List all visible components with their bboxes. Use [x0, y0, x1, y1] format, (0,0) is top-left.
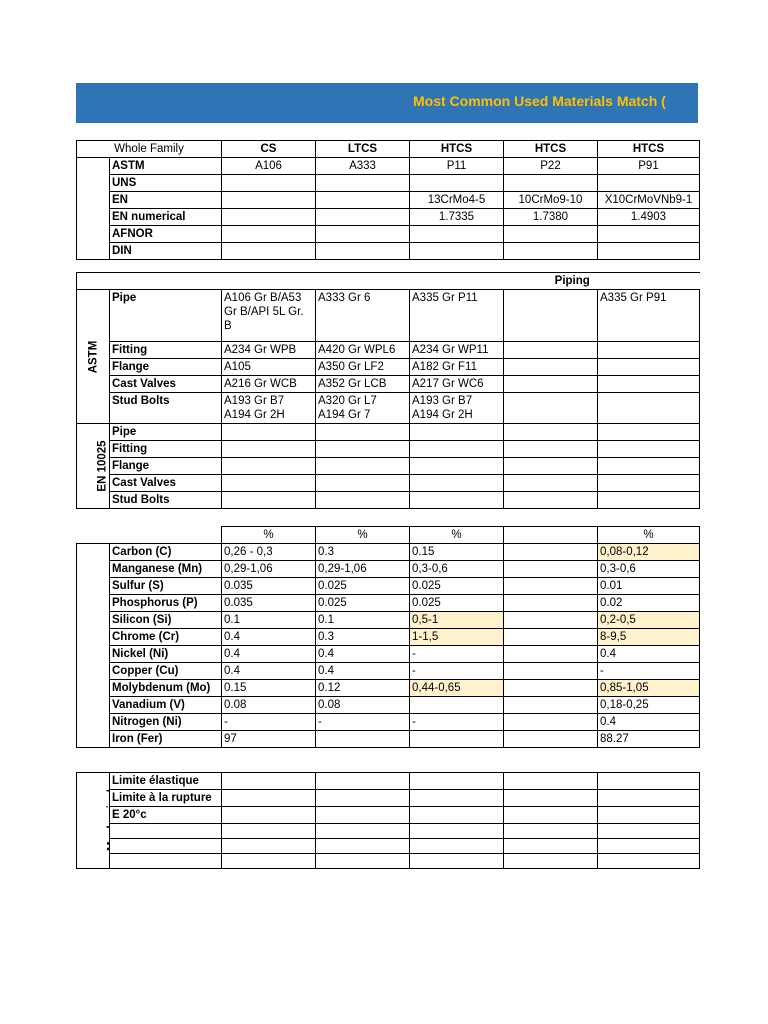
table-cell [222, 475, 316, 492]
family-htcs-p22: HTCS [504, 141, 598, 158]
table-cell: A333 [316, 158, 410, 175]
row-label: Chrome (Cr) [110, 629, 222, 646]
row-label [110, 854, 222, 869]
table-row [77, 376, 700, 393]
table-cell: 0.4 [222, 629, 316, 646]
table-row [77, 424, 700, 441]
table-cell [410, 458, 504, 475]
row-label: Manganese (Mn) [110, 561, 222, 578]
table-cell [504, 561, 598, 578]
table-cell [598, 492, 700, 509]
table-cell [504, 807, 598, 824]
table-cell: 1.7335 [410, 209, 504, 226]
table-cell [316, 790, 410, 807]
table-row [77, 839, 700, 854]
table-cell: A234 Gr WP11 [410, 342, 504, 359]
table-cell: X10CrMoVNb9-1 [598, 192, 700, 209]
table-row [77, 790, 700, 807]
unit-cell [504, 527, 598, 544]
table-cell: A182 Gr F11 [410, 359, 504, 376]
table-cell [598, 441, 700, 458]
table-cell: 0,44-0,65 [410, 680, 504, 697]
table-row [77, 290, 700, 342]
en-10025-group [77, 424, 110, 509]
table-cell: A234 Gr WPB [222, 342, 316, 359]
row-label: Iron (Fer) [110, 731, 222, 748]
table-cell: 0.1 [222, 612, 316, 629]
table-cell: 0.025 [316, 578, 410, 595]
table-cell: - [598, 663, 700, 680]
table-row [77, 824, 700, 839]
table-cell: 0.025 [410, 578, 504, 595]
group-label-line: Mechanical [106, 789, 110, 852]
table-cell [410, 226, 504, 243]
table-cell: 1.7380 [504, 209, 598, 226]
row-label: Carbon (C) [110, 544, 222, 561]
table-cell: 0.4 [316, 646, 410, 663]
family-label: Whole Family [77, 141, 222, 158]
row-label: EN numerical [110, 209, 222, 226]
table-cell [222, 824, 316, 839]
row-label: Silicon (Si) [110, 612, 222, 629]
table-row [77, 441, 700, 458]
row-label: E 20°c [110, 807, 222, 824]
table-cell: A333 Gr 6 [316, 290, 410, 342]
table-cell: 0.035 [222, 595, 316, 612]
table-row [77, 629, 700, 646]
table-cell [504, 492, 598, 509]
table-cell [410, 475, 504, 492]
chemical-table [76, 526, 700, 748]
table-cell [316, 441, 410, 458]
mechanical-characteristics-group [77, 773, 110, 869]
table-cell: 1-1,5 [410, 629, 504, 646]
row-label: Fitting [110, 441, 222, 458]
table-cell: 0.4 [222, 663, 316, 680]
table-cell [222, 854, 316, 869]
table-cell [316, 731, 410, 748]
row-label: Limite à la rupture [110, 790, 222, 807]
row-label: EN [110, 192, 222, 209]
table-row [77, 773, 700, 790]
row-label: Pipe [110, 290, 222, 342]
table-cell: - [222, 714, 316, 731]
table-row [77, 680, 700, 697]
table-row [77, 854, 700, 869]
en-10025-group-label: EN 10025 [96, 440, 109, 492]
table-cell: 97 [222, 731, 316, 748]
table-cell [504, 290, 598, 342]
row-label [110, 824, 222, 839]
table-cell: 0.4 [316, 663, 410, 680]
row-label [110, 839, 222, 854]
grade-designation-table [76, 140, 700, 260]
table-cell [504, 175, 598, 192]
table-cell [598, 773, 700, 790]
row-label: ASTM [110, 158, 222, 175]
table-cell [410, 854, 504, 869]
table-cell: A216 Gr WCB [222, 376, 316, 393]
family-ltcs: LTCS [316, 141, 410, 158]
piping-table [76, 272, 700, 509]
table-cell [316, 424, 410, 441]
mechanical-table [76, 772, 700, 869]
row-label: Stud Bolts [110, 492, 222, 509]
table-cell [504, 731, 598, 748]
table-cell: 0.08 [222, 697, 316, 714]
table-cell: - [410, 714, 504, 731]
piping-header-row [77, 273, 700, 290]
table-cell [410, 492, 504, 509]
row-label: Vanadium (V) [110, 697, 222, 714]
table-cell [504, 243, 598, 260]
table-cell [316, 773, 410, 790]
table-row [77, 595, 700, 612]
table-cell [316, 824, 410, 839]
table-cell [410, 790, 504, 807]
units-row [77, 527, 700, 544]
table-row [77, 663, 700, 680]
table-row [77, 209, 700, 226]
table-cell: 10CrMo9-10 [504, 192, 598, 209]
table-cell: 0.1 [316, 612, 410, 629]
table-row [77, 359, 700, 376]
row-label: DIN [110, 243, 222, 260]
table-cell [598, 359, 700, 376]
table-cell [316, 175, 410, 192]
table-cell: P91 [598, 158, 700, 175]
table-cell: 0.08 [316, 697, 410, 714]
table-cell: 0,3-0,6 [410, 561, 504, 578]
row-label: Phosphorus (P) [110, 595, 222, 612]
family-header-row [77, 141, 700, 158]
table-cell [598, 807, 700, 824]
table-cell [504, 376, 598, 393]
chemical-composition-group [77, 544, 110, 748]
table-row [77, 807, 700, 824]
table-cell [504, 342, 598, 359]
table-cell [598, 226, 700, 243]
unit-cell: % [222, 527, 316, 544]
table-cell: 0.01 [598, 578, 700, 595]
table-cell [410, 773, 504, 790]
table-cell [504, 359, 598, 376]
table-cell [222, 209, 316, 226]
table-cell [316, 475, 410, 492]
table-cell [504, 475, 598, 492]
family-cs: CS [222, 141, 316, 158]
table-cell [598, 475, 700, 492]
table-cell: 8-9,5 [598, 629, 700, 646]
table-cell [504, 544, 598, 561]
title-banner [76, 83, 698, 123]
table-row [77, 243, 700, 260]
table-cell: A105 [222, 359, 316, 376]
table-cell [222, 458, 316, 475]
table-cell [222, 243, 316, 260]
table-cell [222, 226, 316, 243]
table-cell [598, 376, 700, 393]
table-cell: 0.12 [316, 680, 410, 697]
unit-cell: % [598, 527, 700, 544]
table-cell: A193 Gr B7 A194 Gr 2H [222, 393, 316, 424]
table-cell [316, 243, 410, 260]
table-cell: 0.4 [598, 646, 700, 663]
table-row [77, 561, 700, 578]
table-cell [598, 243, 700, 260]
table-cell: 0,08-0,12 [598, 544, 700, 561]
row-label: Stud Bolts [110, 393, 222, 424]
table-cell: A350 Gr LF2 [316, 359, 410, 376]
table-cell [222, 773, 316, 790]
table-cell [410, 175, 504, 192]
row-label: Copper (Cu) [110, 663, 222, 680]
table-cell [598, 393, 700, 424]
table-cell [410, 807, 504, 824]
table-cell [598, 824, 700, 839]
table-cell: 0.025 [316, 595, 410, 612]
table-cell: 0,2-0,5 [598, 612, 700, 629]
table-cell: 0,85-1,05 [598, 680, 700, 697]
table-cell [410, 243, 504, 260]
table-cell: 0,29-1,06 [222, 561, 316, 578]
unit-cell: % [410, 527, 504, 544]
table-cell [410, 441, 504, 458]
table-cell [222, 441, 316, 458]
piping-header: Piping [554, 275, 590, 287]
astm-group-label: ASTM [87, 340, 100, 373]
table-cell [316, 492, 410, 509]
row-label: Nickel (Ni) [110, 646, 222, 663]
row-label: Flange [110, 359, 222, 376]
table-row [77, 578, 700, 595]
table-cell [504, 854, 598, 869]
family-htcs-p11: HTCS [410, 141, 504, 158]
table-cell: 0.035 [222, 578, 316, 595]
table-cell [410, 839, 504, 854]
table-cell [222, 192, 316, 209]
row-label: Sulfur (S) [110, 578, 222, 595]
table-cell [410, 697, 504, 714]
table-row [77, 342, 700, 359]
table-cell [598, 458, 700, 475]
table-cell [598, 854, 700, 869]
table-cell: 0,29-1,06 [316, 561, 410, 578]
table-row [77, 697, 700, 714]
table-cell [504, 578, 598, 595]
table-cell [316, 226, 410, 243]
unit-cell: % [316, 527, 410, 544]
table-cell [504, 697, 598, 714]
table-cell: 0,3-0,6 [598, 561, 700, 578]
table-cell: A106 [222, 158, 316, 175]
table-cell [504, 595, 598, 612]
table-cell [316, 209, 410, 226]
table-cell [598, 790, 700, 807]
table-row [77, 492, 700, 509]
table-cell: 0,18-0,25 [598, 697, 700, 714]
table-cell: P22 [504, 158, 598, 175]
table-cell [410, 824, 504, 839]
table-row [77, 458, 700, 475]
page-title: Most Common Used Materials Match ( [413, 93, 666, 109]
table-cell [410, 424, 504, 441]
table-cell [316, 458, 410, 475]
table-row [77, 714, 700, 731]
table-cell: 1.4903 [598, 209, 700, 226]
table-cell [504, 226, 598, 243]
table-cell: A217 Gr WC6 [410, 376, 504, 393]
table-cell [316, 854, 410, 869]
table-row [77, 544, 700, 561]
table-cell: 0.3 [316, 544, 410, 561]
table-row [77, 612, 700, 629]
table-cell [222, 839, 316, 854]
table-cell [504, 629, 598, 646]
table-cell [410, 731, 504, 748]
astm-group [77, 290, 110, 424]
row-label: Cast Valves [110, 376, 222, 393]
table-cell [504, 393, 598, 424]
table-cell [598, 342, 700, 359]
table-cell: A106 Gr B/A53 Gr B/API 5L Gr. B [222, 290, 316, 342]
table-cell: - [316, 714, 410, 731]
table-cell: P11 [410, 158, 504, 175]
table-row [77, 646, 700, 663]
table-cell: A420 Gr WPL6 [316, 342, 410, 359]
table-cell [504, 646, 598, 663]
row-label: Fitting [110, 342, 222, 359]
table-cell: 88.27 [598, 731, 700, 748]
table-cell: 0.4 [598, 714, 700, 731]
table-cell: A352 Gr LCB [316, 376, 410, 393]
table-row [77, 731, 700, 748]
table-cell [504, 458, 598, 475]
table-cell [504, 424, 598, 441]
table-row [77, 475, 700, 492]
table-cell: 0.025 [410, 595, 504, 612]
table-cell [504, 839, 598, 854]
table-cell: - [410, 646, 504, 663]
family-htcs-p91: HTCS [598, 141, 700, 158]
table-row [77, 393, 700, 424]
table-cell [504, 441, 598, 458]
table-row [77, 226, 700, 243]
table-cell: - [410, 663, 504, 680]
table-cell: A193 Gr B7 A194 Gr 2H [410, 393, 504, 424]
table-cell [504, 714, 598, 731]
table-cell [598, 839, 700, 854]
table-cell [504, 612, 598, 629]
table-cell: A320 Gr L7 A194 Gr 7 [316, 393, 410, 424]
table-cell: A335 Gr P11 [410, 290, 504, 342]
table-cell [504, 773, 598, 790]
table-cell: 0.02 [598, 595, 700, 612]
table-cell [504, 680, 598, 697]
table-cell [504, 790, 598, 807]
table-cell [598, 175, 700, 192]
table-cell [222, 790, 316, 807]
row-label: AFNOR [110, 226, 222, 243]
table-cell: 0.4 [222, 646, 316, 663]
table-cell: 13CrMo4-5 [410, 192, 504, 209]
row-label: Flange [110, 458, 222, 475]
table-row [77, 192, 700, 209]
row-label: Nitrogen (Ni) [110, 714, 222, 731]
table-cell: 0,5-1 [410, 612, 504, 629]
table-row [77, 175, 700, 192]
table-cell [504, 824, 598, 839]
row-label: Cast Valves [110, 475, 222, 492]
grade-designation-group [77, 158, 110, 260]
table-cell [504, 663, 598, 680]
table-cell: 0.15 [222, 680, 316, 697]
table-cell [222, 175, 316, 192]
table-cell: 0.15 [410, 544, 504, 561]
row-label: Limite élastique [110, 773, 222, 790]
table-cell [316, 807, 410, 824]
table-cell: 0,26 - 0,3 [222, 544, 316, 561]
table-cell [316, 839, 410, 854]
row-label: UNS [110, 175, 222, 192]
table-cell [316, 192, 410, 209]
table-cell [222, 424, 316, 441]
table-cell [222, 807, 316, 824]
table-cell [598, 424, 700, 441]
table-cell: A335 Gr P91 [598, 290, 700, 342]
row-label: Pipe [110, 424, 222, 441]
table-cell [222, 492, 316, 509]
row-label: Molybdenum (Mo) [110, 680, 222, 697]
table-row [77, 158, 700, 175]
table-cell: 0.3 [316, 629, 410, 646]
